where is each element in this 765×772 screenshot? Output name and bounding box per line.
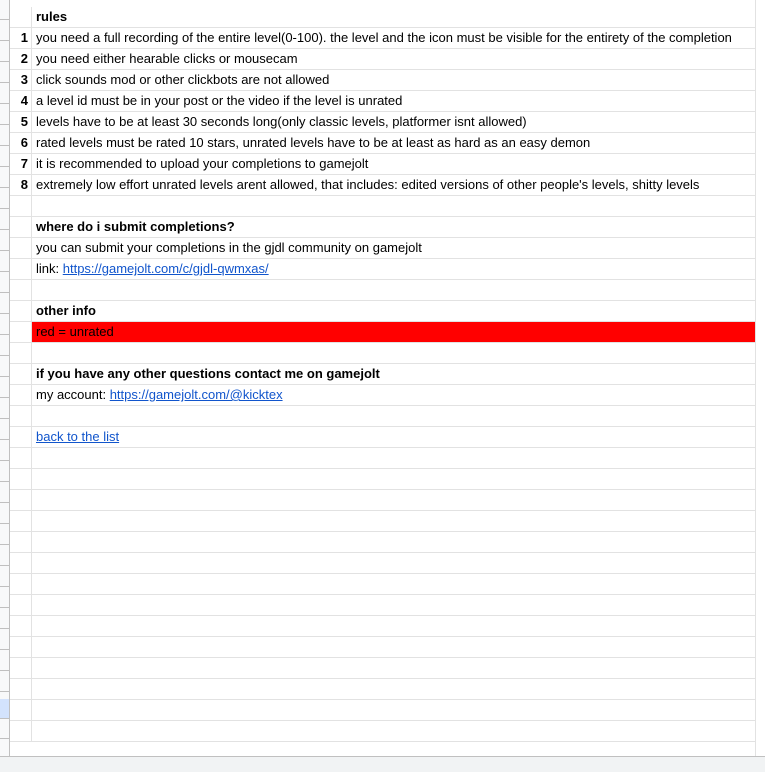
row-number-cell[interactable] [10,574,32,594]
empty-cell[interactable] [32,406,755,426]
rule-text[interactable]: you need a full recording of the entire level(0-100). the level and the icon must be visible for the entirety of the completion [36,30,732,45]
row-number-cell[interactable] [10,637,32,657]
row-header[interactable] [0,84,9,104]
rule-row [10,28,755,49]
contact-header[interactable]: if you have any other questions contact me on gamejolt [36,366,380,381]
empty-cell[interactable] [32,721,755,741]
empty-row [10,721,755,742]
row-number-cell[interactable] [10,280,32,300]
empty-cell[interactable] [32,700,755,720]
row-header[interactable] [0,719,9,739]
table-row [10,238,755,259]
empty-cell[interactable] [32,658,755,678]
empty-row [10,343,755,364]
rule-number[interactable]: 1 [10,28,32,48]
row-header-strip [0,0,10,756]
row-number-cell[interactable] [10,364,32,384]
rule-number[interactable]: 5 [10,112,32,132]
rule-number[interactable]: 6 [10,133,32,153]
row-header[interactable] [0,378,9,398]
rule-text[interactable]: it is recommended to upload your completions to gamejolt [36,156,369,171]
back-to-list-link[interactable]: back to the list [36,429,120,444]
row-header[interactable] [0,588,9,608]
row-header[interactable] [0,231,9,251]
row-number-cell[interactable] [10,679,32,699]
back-link-cell[interactable] [32,427,755,447]
empty-cell[interactable] [32,280,755,300]
empty-cell[interactable] [32,469,755,489]
empty-cell[interactable] [32,616,755,636]
row-number-cell[interactable] [10,658,32,678]
empty-row [10,595,755,616]
rule-row [10,133,755,154]
empty-row [10,469,755,490]
row-header[interactable] [0,462,9,482]
row-number-cell[interactable] [10,259,32,279]
row-header[interactable] [0,546,9,566]
submit-link-cell[interactable] [32,259,755,279]
empty-cell[interactable] [32,448,755,468]
row-header[interactable] [0,399,9,419]
row-number-cell[interactable] [10,469,32,489]
rule-number[interactable]: 7 [10,154,32,174]
other-info-header[interactable]: other info [36,303,96,318]
rule-number[interactable]: 8 [10,175,32,195]
account-prefix: my account: [36,387,110,402]
row-header[interactable] [0,21,9,41]
rule-text[interactable]: extremely low effort unrated levels arent allowed, that includes: edited versions of other people's levels, shitty levels [36,177,700,192]
row-number-cell[interactable] [10,595,32,615]
empty-row [10,490,755,511]
empty-row [10,448,755,469]
row-number-cell[interactable] [10,511,32,531]
row-header[interactable] [0,504,9,524]
horizontal-scrollbar[interactable] [0,756,765,772]
table-row [10,217,755,238]
empty-cell[interactable] [32,196,755,216]
row-number-cell[interactable] [10,7,32,27]
account-link[interactable]: https://gamejolt.com/@kicktex [109,387,283,402]
row-number-cell[interactable] [10,532,32,552]
table-row [10,364,755,385]
row-number-cell[interactable] [10,616,32,636]
empty-row [10,511,755,532]
row-number-cell[interactable] [10,427,32,447]
column-divider [755,0,756,756]
rule-text[interactable]: a level id must be in your post or the video if the level is unrated [36,93,403,108]
empty-cell[interactable] [32,553,755,573]
row-header[interactable] [0,126,9,146]
row-header[interactable] [0,420,9,440]
account-cell[interactable] [32,385,755,405]
table-row [10,322,755,343]
empty-row [10,574,755,595]
row-header[interactable] [0,294,9,314]
row-header[interactable] [0,189,9,209]
unrated-legend[interactable]: red = unrated [32,322,755,342]
row-header[interactable] [0,0,9,20]
row-number-cell[interactable] [10,721,32,741]
row-header[interactable] [0,525,9,545]
row-header[interactable] [0,105,9,125]
row-header[interactable] [0,567,9,587]
row-number-cell[interactable] [10,301,32,321]
row-header[interactable] [0,42,9,62]
table-row [10,7,755,28]
row-number-cell[interactable] [10,343,32,363]
row-header[interactable] [0,336,9,356]
row-header[interactable] [0,609,9,629]
rule-text[interactable]: click sounds mod or other clickbots are not allowed [36,72,330,87]
empty-row [10,196,755,217]
rules-header[interactable]: rules [36,9,68,24]
row-number-cell[interactable] [10,490,32,510]
empty-row [10,553,755,574]
row-number-cell[interactable] [10,700,32,720]
empty-cell[interactable] [32,343,755,363]
row-number-cell[interactable] [10,553,32,573]
table-row [10,301,755,322]
rule-row [10,70,755,91]
submit-link-prefix: link: [36,261,63,276]
rule-row [10,91,755,112]
rule-text[interactable]: levels have to be at least 30 seconds long(only classic levels, platformer isnt allowed) [36,114,527,129]
empty-cell[interactable] [32,574,755,594]
submit-text[interactable]: you can submit your completions in the gjdl community on gamejolt [36,240,422,255]
row-header-selected[interactable] [0,699,9,719]
rule-number[interactable]: 4 [10,91,32,111]
row-header[interactable] [0,483,9,503]
row-number-cell[interactable] [10,322,32,342]
row-header[interactable] [0,147,9,167]
rule-number[interactable]: 2 [10,49,32,69]
row-header[interactable] [0,357,9,377]
empty-row [10,679,755,700]
empty-cell[interactable] [32,637,755,657]
submit-header[interactable]: where do i submit completions? [36,219,235,234]
row-header[interactable] [0,63,9,83]
row-header[interactable] [0,273,9,293]
empty-row [10,406,755,427]
rule-row [10,112,755,133]
rule-text[interactable]: rated levels must be rated 10 stars, unrated levels have to be at least as hard as an easy demon [36,135,591,150]
row-number-cell[interactable] [10,406,32,426]
empty-row [10,280,755,301]
empty-cell[interactable] [32,595,755,615]
rule-text[interactable]: you need either hearable clicks or mousecam [36,51,298,66]
row-number-cell[interactable] [10,217,32,237]
row-header[interactable] [0,441,9,461]
rule-row [10,154,755,175]
table-row [10,385,755,406]
row-header[interactable] [0,168,9,188]
row-header[interactable] [0,630,9,650]
table-row [10,259,755,280]
table-row [10,427,755,448]
row-number-cell[interactable] [10,238,32,258]
empty-row [10,700,755,721]
empty-row [10,532,755,553]
empty-cell[interactable] [32,511,755,531]
rule-row [10,175,755,196]
empty-cell[interactable] [32,490,755,510]
row-header[interactable] [0,252,9,272]
empty-cell[interactable] [32,679,755,699]
community-link[interactable]: https://gamejolt.com/c/gjdl-qwmxas/ [62,261,269,276]
empty-row [10,637,755,658]
rule-number[interactable]: 3 [10,70,32,90]
row-header[interactable] [0,210,9,230]
empty-row [10,616,755,637]
row-number-cell[interactable] [10,448,32,468]
row-number-cell[interactable] [10,196,32,216]
row-header[interactable] [0,651,9,671]
row-header[interactable] [0,672,9,692]
empty-cell[interactable] [32,532,755,552]
rule-row [10,49,755,70]
row-header[interactable] [0,315,9,335]
empty-row [10,658,755,679]
row-number-cell[interactable] [10,385,32,405]
